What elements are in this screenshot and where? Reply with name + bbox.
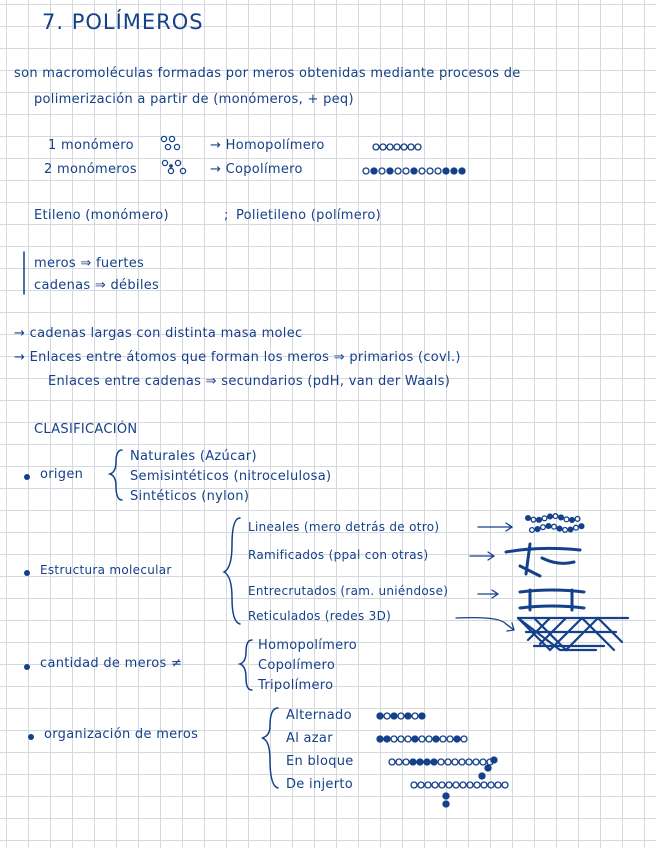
bond-cadenas: cadenas ⇒ débiles [34,278,160,293]
cantidad-brace [240,640,252,690]
cantidad-label: cantidad de meros ≠ [40,656,183,671]
cantidad-item-1: Homopolímero [258,638,358,653]
type-result-1: → Homopolímero [210,138,325,153]
estructura-item-3: Entrecrutados (ram. uniéndose) [248,584,449,598]
example-monomer: Etileno (monómero) [34,208,169,223]
intro-line-1: son macromoléculas formadas por meros obtenidas mediante procesos de [14,66,521,81]
example-separator: ; [224,208,229,223]
organizacion-item-1: Alternado [286,708,352,723]
crosslinked-polymer-sketch [520,590,584,610]
estructura-item-2: Ramificados (ppal con otras) [248,548,429,562]
origen-brace [110,450,122,500]
note-1: → cadenas largas con distinta masa molec [14,326,303,341]
monomer-sketch-1 [161,136,179,149]
network-polymer-sketch [518,618,628,650]
intro-line-2: polimerización a partir de (monómeros, + peq) [34,92,354,107]
bond-meros: meros ⇒ fuertes [34,256,145,271]
note-3: Enlaces entre cadenas ⇒ secundarios (pdH, van der Waals) [48,374,451,389]
type-label-2: 2 monómeros [44,162,137,177]
type-label-1: 1 monómero [48,138,134,153]
origen-item-3: Sintéticos (nylon) [130,489,250,504]
example-polymer: Polietileno (polímero) [236,208,382,223]
estructura-item-4: Reticulados (redes 3D) [248,609,392,623]
estructura-label: Estructura molecular [40,563,172,577]
note-2: → Enlaces entre átomos que forman los meros ⇒ primarios (covl.) [14,350,461,365]
cantidad-item-3: Tripolímero [258,678,334,693]
type-result-2: → Copolímero [210,162,303,177]
linear-polymer-sketch [526,514,584,533]
origen-label: origen [40,467,84,482]
organizacion-brace [262,708,278,788]
cantidad-item-2: Copolímero [258,658,336,673]
organizacion-item-2: Al azar [286,731,333,746]
chain-bloque [389,759,493,765]
classification-heading: CLASIFICACIÓN [34,422,138,437]
monomer-sketch-2 [162,160,185,173]
organizacion-item-4: De injerto [286,777,353,792]
homopolymer-chain [373,144,421,150]
branched-polymer-sketch [506,544,580,576]
organizacion-label: organización de meros [44,727,199,742]
estructura-item-1: Lineales (mero detrás de otro) [248,520,440,534]
estructura-arrows [456,523,514,631]
chain-azar [377,736,467,742]
origen-item-2: Semisintéticos (nitrocelulosa) [130,469,332,484]
chain-alternado [377,713,425,719]
origen-item-1: Naturales (Azúcar) [130,449,257,464]
page-title: 7. POLÍMEROS [42,10,204,34]
organizacion-item-3: En bloque [286,754,354,769]
estructura-brace [224,518,240,624]
copolymer-chain [363,168,465,174]
